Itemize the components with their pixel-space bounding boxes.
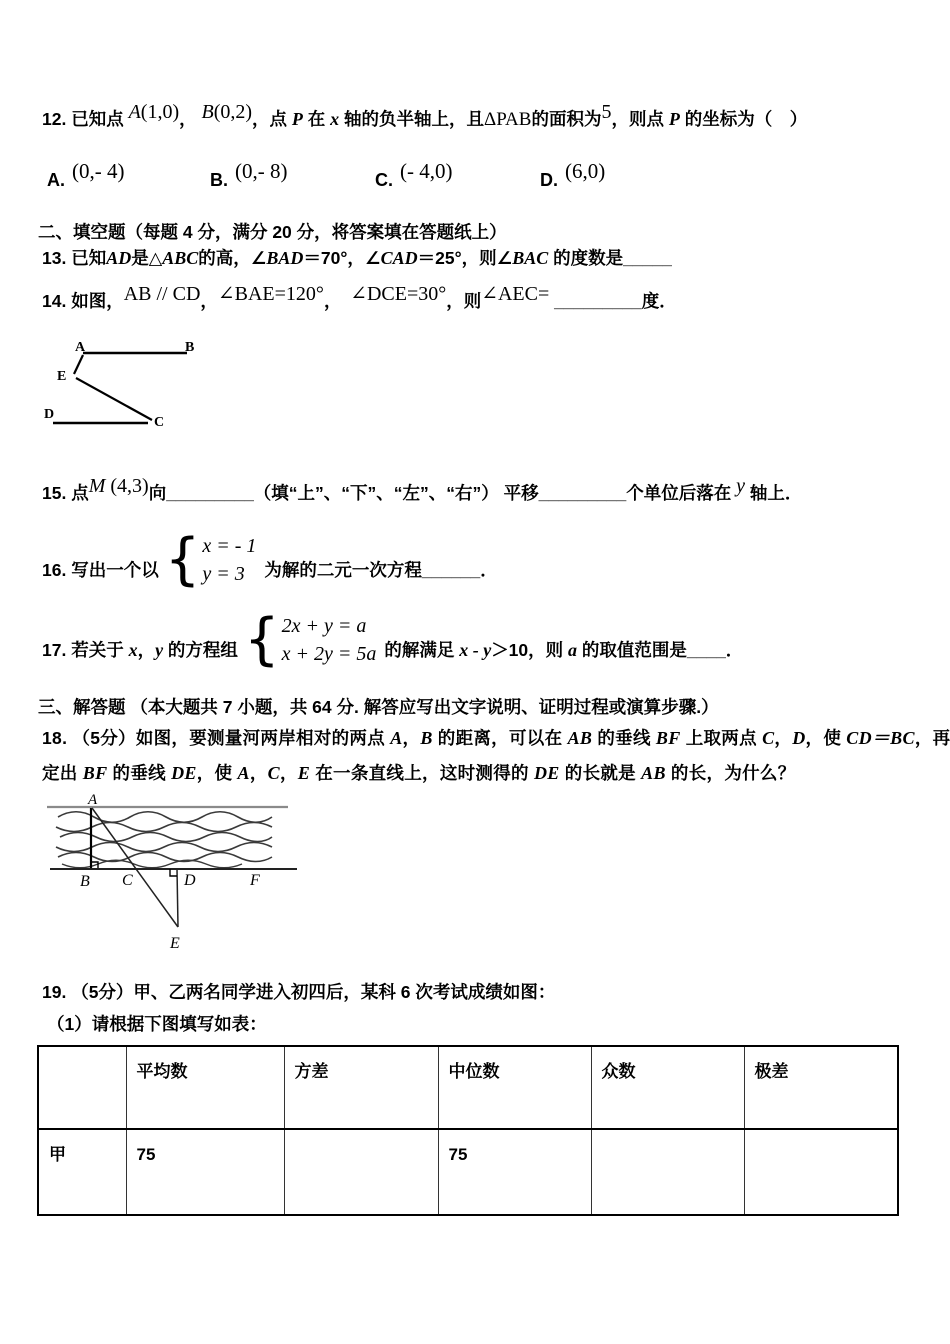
fig14-label-a: A: [75, 340, 86, 355]
question-13-text: [42, 245, 672, 272]
text-segment: 上取两点: [680, 728, 763, 748]
option-d-label: D.: [540, 170, 558, 190]
question-17: [42, 604, 744, 672]
question-17-post: [384, 637, 743, 664]
equation-line: x = - 1: [202, 535, 257, 557]
text-segment: 的取值范围是____．: [577, 640, 744, 660]
fig18-label-c: C: [122, 872, 133, 889]
fig18-label-b: B: [80, 873, 90, 890]
fig14-line-ae: [74, 355, 83, 374]
text-segment: (0,2): [213, 101, 253, 123]
text-segment: 14. 如图，: [42, 291, 124, 311]
table-cell-mode: [591, 1129, 744, 1215]
text-segment: 轴上．: [745, 483, 803, 503]
text-segment: CAD: [380, 248, 418, 268]
text-segment: 5: [601, 101, 612, 123]
table-header-cell-variance: 方差: [284, 1046, 438, 1129]
text-segment: _________度．: [549, 291, 677, 311]
text-segment: y: [155, 640, 164, 660]
table-header-cell-range: 极差: [744, 1046, 898, 1129]
fig18-wave: [56, 843, 272, 852]
text-segment: 是△: [131, 248, 163, 268]
table-cell-variance: [284, 1129, 438, 1215]
text-segment: AB: [641, 763, 666, 783]
fig18-wave: [56, 823, 272, 832]
text-segment: 的度数是_____: [548, 248, 672, 268]
text-segment: 定出: [42, 763, 83, 783]
text-segment: BF: [82, 763, 108, 783]
table-cell-student: 甲: [38, 1129, 126, 1215]
left-brace: {: [164, 527, 201, 592]
text-segment: E: [297, 763, 311, 783]
text-segment: 的高，∠: [198, 248, 267, 268]
fig18-label-a: A: [88, 792, 98, 808]
option-b: [210, 159, 288, 194]
fig18-label-d: D: [184, 872, 196, 889]
option-a-label: A.: [47, 170, 65, 190]
table-cell-median: 75: [438, 1129, 591, 1215]
question-16-post: 为解的二元一次方程______．: [264, 560, 498, 580]
text-segment: 的垂线: [107, 763, 172, 783]
fig18-wave: [62, 860, 242, 868]
text-segment: 13. 已知: [42, 248, 107, 268]
fig14-label-d: D: [44, 407, 55, 422]
table-cell-mean: 75: [126, 1129, 284, 1215]
text-segment: M: [88, 475, 106, 497]
text-segment: 的解满足: [384, 640, 460, 660]
text-segment: 12. 已知点: [42, 109, 129, 129]
option-b-label: B.: [210, 170, 228, 190]
option-c-label: C.: [375, 170, 393, 190]
text-segment: P: [291, 109, 303, 129]
text-segment: CD＝BC: [846, 728, 915, 748]
text-segment: ，点: [252, 109, 292, 129]
option-c-value: (- 4,0): [400, 159, 453, 183]
table-row-jia: [38, 1129, 898, 1215]
text-segment: ，则点: [611, 109, 669, 129]
table-header-cell-median: 中位数: [438, 1046, 591, 1129]
text-segment: AD: [106, 248, 132, 268]
text-segment: ，: [179, 109, 202, 129]
text-segment: AB // CD: [123, 283, 201, 305]
text-segment: x: [128, 640, 138, 660]
question-12-options: [47, 159, 907, 202]
option-d: [540, 159, 606, 194]
text-segment: ，: [249, 763, 268, 783]
text-segment: 轴的负半轴上，且: [339, 109, 485, 129]
text-segment: 的距离，可以在: [432, 728, 568, 748]
text-segment: C: [267, 763, 280, 783]
figure-q18-river: [38, 792, 308, 957]
question-15-text: [42, 475, 803, 507]
text-segment: ∠AEC=: [481, 283, 550, 305]
text-segment: BF: [655, 728, 681, 748]
question-19-text: 19. （5分）甲、乙两名同学进入初四后，某科 6 次考试成绩如图：: [42, 982, 556, 1002]
table-header-cell-mean: 平均数: [126, 1046, 284, 1129]
text-segment: x - y: [459, 640, 492, 660]
question-17-system: [282, 612, 377, 668]
text-segment: ，使: [196, 763, 238, 783]
option-b-value: (0,- 8): [235, 159, 288, 183]
text-segment: A: [390, 728, 403, 748]
question-18-line2: [42, 760, 796, 787]
text-segment: ，再: [914, 728, 950, 748]
text-segment: 向_________（填“上”、“下”、“左”、“右”） 平移_________个单位后落在: [148, 483, 737, 503]
option-d-value: (6,0): [565, 159, 606, 183]
table-header-cell-blank: [38, 1046, 126, 1129]
question-18-line1: [42, 725, 950, 752]
text-segment: ＞10，则: [491, 640, 569, 660]
equation-line: x + 2y = 5a: [281, 643, 377, 665]
section-3-header: 三、解答题 （本大题共 7 小题，共 64 分. 解答应写出文字说明、证明过程或演算步骤.）: [38, 697, 719, 717]
text-segment: (4,3): [105, 475, 149, 497]
text-segment: C: [762, 728, 775, 748]
option-c: [375, 159, 453, 194]
fig14-label-c: C: [154, 415, 165, 430]
question-16-system: [202, 532, 256, 588]
text-segment: 的垂线: [592, 728, 656, 748]
text-segment: (1,0): [140, 101, 180, 123]
text-segment: ∠DCE=30°: [350, 283, 447, 305]
figure-q14-angles: [42, 336, 202, 436]
text-segment: DE: [171, 763, 197, 783]
table-header-row: [38, 1046, 898, 1129]
text-segment: ∠BAE=120°: [217, 283, 324, 305]
text-segment: ，: [323, 291, 351, 311]
question-16: [42, 524, 498, 592]
score-table: [37, 1045, 899, 1216]
text-segment: ΔPAB: [484, 109, 532, 130]
text-segment: ，: [279, 763, 298, 783]
fig18-label-f: F: [250, 872, 260, 889]
text-segment: P: [668, 109, 680, 129]
text-segment: BAC: [512, 248, 549, 268]
text-segment: ，则: [446, 291, 482, 311]
fig14-label-b: B: [185, 340, 195, 355]
text-segment: A: [128, 101, 141, 123]
text-segment: 18. （5分）如图，要测量河两岸相对的两点: [42, 728, 391, 748]
question-19-sub1: （1）请根据下图填写如表：: [47, 1014, 267, 1034]
text-segment: ＝70°，∠: [303, 248, 381, 268]
fig18-line-de: [177, 869, 178, 927]
fig14-line-ec: [76, 378, 152, 420]
question-14-text: [42, 283, 677, 315]
equation-line: 2x + y = a: [281, 615, 367, 637]
fig14-label-e: E: [57, 369, 67, 384]
text-segment: 的坐标为（ ）: [679, 109, 808, 129]
text-segment: 的长就是: [559, 763, 642, 783]
text-segment: a: [568, 640, 578, 660]
section-2-header: 二、填空题（每题 4 分，满分 20 分，将答案填在答题纸上）: [38, 222, 507, 242]
text-segment: 17. 若关于: [42, 640, 129, 660]
text-segment: ，: [137, 640, 156, 660]
text-segment: AB: [567, 728, 593, 748]
text-segment: 的面积为: [531, 109, 602, 129]
question-16-pre: 16. 写出一个以: [42, 560, 159, 580]
option-a: [47, 159, 125, 194]
text-segment: ABC: [162, 248, 199, 268]
text-segment: BAD: [266, 248, 304, 268]
text-segment: x: [330, 109, 340, 129]
text-segment: 15. 点: [42, 483, 89, 503]
text-segment: ，使: [805, 728, 847, 748]
text-segment: D: [792, 728, 806, 748]
text-segment: DE: [534, 763, 560, 783]
text-segment: B: [201, 101, 214, 123]
text-segment: ，: [774, 728, 793, 748]
text-segment: ＝25°，则∠: [417, 248, 513, 268]
left-brace: {: [243, 607, 280, 672]
text-segment: ，: [200, 291, 218, 311]
option-a-value: (0,- 4): [72, 159, 125, 183]
equation-line: y = 3: [202, 563, 245, 585]
text-segment: y: [736, 475, 746, 497]
text-segment: 的方程组: [163, 640, 238, 660]
text-segment: 的长，为什么？: [665, 763, 796, 783]
table-cell-range: [744, 1129, 898, 1215]
table-header-cell-mode: 众数: [591, 1046, 744, 1129]
text-segment: A: [237, 763, 250, 783]
text-segment: ，: [402, 728, 421, 748]
fig18-label-e: E: [170, 935, 180, 952]
question-17-pre: [42, 637, 238, 664]
text-segment: 在一条直线上，这时测得的: [310, 763, 534, 783]
text-segment: 在: [302, 109, 331, 129]
fig18-right-angle-d: [170, 869, 177, 876]
text-segment: B: [420, 728, 433, 748]
question-12-text: [42, 101, 808, 133]
